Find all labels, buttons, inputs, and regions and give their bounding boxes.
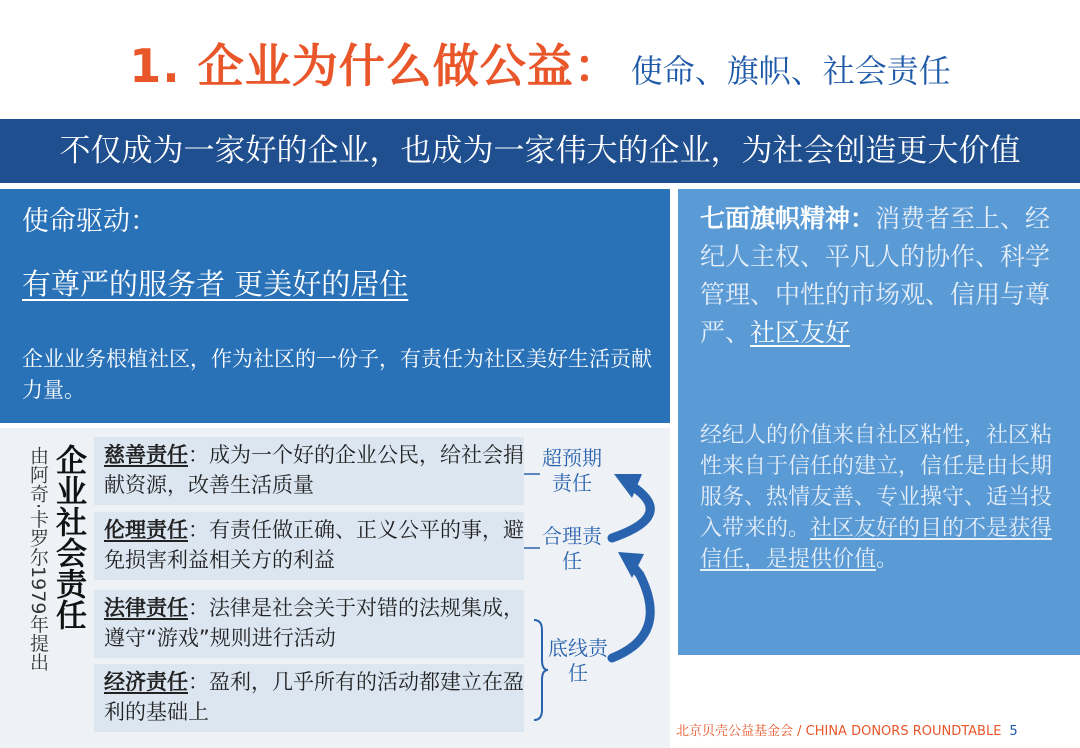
mission-heading: 使命驱动： — [22, 206, 157, 237]
flag-items: 消费者至上、经纪人主权、平凡人的协作、科学管理、中性的市场观、信用与尊严、 — [700, 204, 1051, 347]
label-reasonable: 合理责任 — [542, 524, 602, 573]
bracket-icon — [534, 620, 548, 720]
responsibility-name: 伦理责任 — [104, 518, 188, 542]
flag-paragraph-underlined: 社区友好的目的不是获得信任，是提供价值 — [700, 516, 1053, 572]
responsibility-name: 慈善责任 — [104, 443, 188, 467]
footer-org: 北京贝壳公益基金会 / CHINA DONORS ROUNDTABLE — [676, 724, 1002, 739]
responsibility-philanthropic — [94, 437, 524, 505]
title-main: 1. 企业为什么做公益： — [129, 39, 621, 93]
page-number: 5 — [1009, 724, 1018, 739]
mission-description: 企业业务根植社区，作为社区的一份子，有责任为社区美好生活贡献力量。 — [22, 347, 652, 402]
label-beyond-expectation: 超预期责任 — [542, 446, 602, 495]
csr-vertical-title: 企业社会责任 — [50, 444, 86, 630]
flag-paragraph-plain: 经纪人的价值来自社区粘性，社区粘性来自于信任的建立，信任是由长期服务、热情友善、专业操守、适当投入带来的。 — [700, 423, 1053, 541]
label-baseline: 底线责任 — [548, 636, 608, 685]
mission-slogan: 有尊严的服务者 更美好的居住 — [22, 267, 409, 301]
responsibility-text: ：法律是社会关于对错的法规集成，遵守“游戏”规则进行活动 — [104, 596, 524, 650]
page-title — [0, 30, 1080, 96]
flag-heading: 七面旗帜精神： — [700, 204, 876, 233]
flag-spirit-text — [700, 200, 1070, 352]
responsibility-text: ：盈利，几乎所有的活动都建立在盈利的基础上 — [104, 670, 524, 724]
responsibility-legal — [94, 590, 524, 658]
flag-highlight: 社区友好 — [750, 318, 851, 347]
flag-paragraph-end: 。 — [876, 547, 899, 572]
curved-arrow-icon — [612, 565, 650, 658]
responsibility-text: ：成为一个好的企业公民，给社会捐献资源，改善生活质量 — [104, 443, 524, 497]
title-subtitle: 使命、旗帜、社会责任 — [630, 52, 951, 90]
responsibility-text: ：有责任做正确、正义公平的事，避免损害利益相关方的利益 — [104, 518, 524, 572]
responsibility-ethical — [94, 512, 524, 580]
responsibility-name: 经济责任 — [104, 670, 188, 694]
responsibility-economic — [94, 664, 524, 732]
footer — [676, 720, 1018, 739]
csr-source: 由阿奇·卡罗尔1979年提出 — [27, 446, 49, 672]
flag-paragraph — [700, 420, 1060, 575]
responsibility-name: 法律责任 — [104, 596, 188, 620]
csr-arrows — [520, 430, 680, 730]
vision-banner: 不仅成为一家好的企业，也成为一家伟大的企业，为社会创造更大价值 — [0, 119, 1080, 183]
